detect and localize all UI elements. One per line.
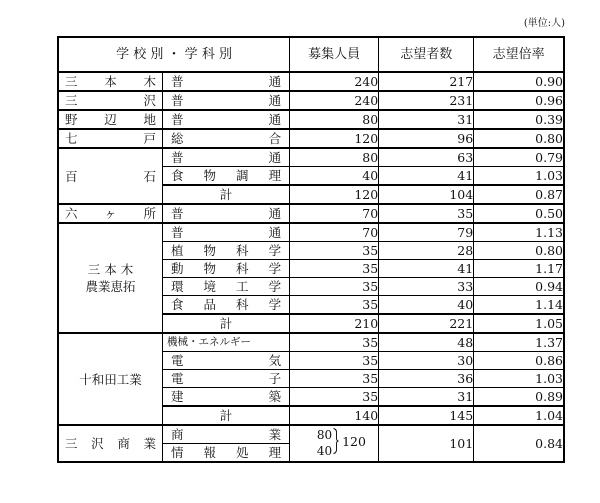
course-name: 動 物 科 学 xyxy=(171,261,282,276)
course-cell xyxy=(163,333,290,352)
total-label: 計 xyxy=(163,185,290,204)
school-cell xyxy=(58,72,163,91)
unit-label: (単位:人) xyxy=(523,18,565,29)
ratio-value: 1.03 xyxy=(474,370,564,388)
course-name: 電 気 xyxy=(171,353,282,368)
capacity-value: 240 xyxy=(290,72,379,91)
ratio-value: 0.87 xyxy=(474,185,564,204)
capacity-value: 80 xyxy=(290,148,379,167)
ratio-value: 1.13 xyxy=(474,223,564,242)
header-applicants: 志望者数 xyxy=(379,37,474,72)
course-cell xyxy=(163,352,290,370)
applicants-value: 35 xyxy=(379,204,474,223)
course-name: 食 物 調 理 xyxy=(171,168,282,183)
applicants-value: 231 xyxy=(379,91,474,110)
course-cell xyxy=(163,129,290,148)
school-cell xyxy=(58,425,163,462)
course-name: 食 品 科 学 xyxy=(171,297,282,312)
table-row xyxy=(58,148,564,167)
school-cell xyxy=(58,223,163,333)
school-cell xyxy=(58,129,163,148)
school-name-line2: 農業恵拓 xyxy=(85,279,136,294)
school-name: 六 ヶ 所 xyxy=(65,206,157,221)
school-name: 十和田工業 xyxy=(79,371,142,387)
ratio-value: 0.39 xyxy=(474,110,564,129)
applicants-value: 36 xyxy=(379,370,474,388)
course-cell xyxy=(163,242,290,260)
course-name: 普 通 xyxy=(171,150,282,165)
school-name: 三 沢 xyxy=(65,93,157,108)
course-name: 情 報 処 理 xyxy=(171,445,282,460)
ratio-value: 0.90 xyxy=(474,72,564,91)
applicants-value: 40 xyxy=(379,296,474,315)
ratio-value: 1.37 xyxy=(474,333,564,352)
applicants-value: 31 xyxy=(379,388,474,407)
ratio-value: 0.79 xyxy=(474,148,564,167)
combined-capacity-cell xyxy=(290,425,379,462)
applicants-value: 28 xyxy=(379,242,474,260)
ratio-value: 1.04 xyxy=(474,406,564,425)
ratio-value: 0.89 xyxy=(474,388,564,407)
school-cell xyxy=(58,110,163,129)
applicants-value: 48 xyxy=(379,333,474,352)
school-name: 百 石 xyxy=(65,168,157,184)
total-label: 計 xyxy=(163,406,290,425)
course-cell xyxy=(163,148,290,167)
table-row xyxy=(58,333,564,352)
capacity-value: 80 xyxy=(290,110,379,129)
capacity-value: 120 xyxy=(290,185,379,204)
header-row xyxy=(58,37,564,72)
capacity-value: 240 xyxy=(290,91,379,110)
table-row xyxy=(58,129,564,148)
capacity-value: 120 xyxy=(290,129,379,148)
course-cell xyxy=(163,223,290,242)
course-cell xyxy=(163,388,290,407)
applicants-value: 41 xyxy=(379,167,474,186)
capacity-value: 40 xyxy=(290,167,379,186)
course-cell xyxy=(163,72,290,91)
course-cell xyxy=(163,167,290,186)
applicants-value: 33 xyxy=(379,278,474,296)
applicants-value: 31 xyxy=(379,110,474,129)
course-cell xyxy=(163,425,290,444)
ratio-value: 0.94 xyxy=(474,278,564,296)
course-name: 建 築 xyxy=(171,389,282,404)
ratio-value: 1.05 xyxy=(474,314,564,333)
ratio-value: 0.96 xyxy=(474,91,564,110)
school-cell xyxy=(58,148,163,204)
applicants-value: 41 xyxy=(379,260,474,278)
course-name: 植 物 科 学 xyxy=(171,243,282,258)
capacity-value: 210 xyxy=(290,314,379,333)
table-row xyxy=(58,110,564,129)
capacity-value: 35 xyxy=(290,296,379,315)
course-cell xyxy=(163,296,290,315)
capacity-value: 35 xyxy=(290,278,379,296)
total-label: 計 xyxy=(163,314,290,333)
school-name: 三 本 木 xyxy=(65,74,157,89)
course-name: 普 通 xyxy=(171,93,282,108)
ratio-value: 0.50 xyxy=(474,204,564,223)
capacity-value: 35 xyxy=(290,333,379,352)
table-row xyxy=(58,91,564,110)
applicants-value: 63 xyxy=(379,148,474,167)
school-name: 七 戸 xyxy=(65,131,157,146)
school-name: 野 辺 地 xyxy=(65,112,157,127)
course-name: 総 合 xyxy=(171,131,282,146)
capacity-value: 40 xyxy=(316,444,333,458)
course-cell xyxy=(163,110,290,129)
course-name: 普 通 xyxy=(171,206,282,221)
course-name: 商 業 xyxy=(171,427,282,442)
header-capacity: 募集人員 xyxy=(290,37,379,72)
capacity-value: 35 xyxy=(290,388,379,407)
capacity-value: 140 xyxy=(290,406,379,425)
school-cell xyxy=(58,91,163,110)
capacity-value: 35 xyxy=(290,260,379,278)
ratio-value: 1.03 xyxy=(474,167,564,186)
table-row xyxy=(58,204,564,223)
course-name: 電 子 xyxy=(171,371,282,386)
applicants-value: 79 xyxy=(379,223,474,242)
applicants-value: 217 xyxy=(379,72,474,91)
course-cell xyxy=(163,444,290,463)
ratio-value: 0.84 xyxy=(474,425,564,462)
school-cell xyxy=(58,333,163,425)
school-name: 三 沢 商 業 xyxy=(65,436,156,451)
brace-icon xyxy=(333,428,339,454)
capacity-value: 35 xyxy=(290,242,379,260)
course-cell xyxy=(163,91,290,110)
course-cell xyxy=(163,204,290,223)
applicants-value: 221 xyxy=(379,314,474,333)
course-name: 普 通 xyxy=(171,112,282,127)
table-row xyxy=(58,223,564,242)
capacity-value: 80 xyxy=(316,428,333,442)
applicants-value: 145 xyxy=(379,406,474,425)
table-row xyxy=(58,72,564,91)
course-cell xyxy=(163,278,290,296)
application-table xyxy=(57,36,565,463)
combined-capacity-value: 120 xyxy=(342,434,366,449)
capacity-value: 70 xyxy=(290,223,379,242)
header-ratio: 志望倍率 xyxy=(474,37,564,72)
school-name-line1: 三 本 木 xyxy=(87,262,134,277)
course-name: 普 通 xyxy=(171,225,282,240)
applicants-value: 104 xyxy=(379,185,474,204)
ratio-value: 0.80 xyxy=(474,129,564,148)
capacity-breakdown xyxy=(310,427,332,459)
applicants-value: 101 xyxy=(379,425,474,462)
capacity-value: 70 xyxy=(290,204,379,223)
course-name: 普 通 xyxy=(171,74,282,89)
ratio-value: 1.14 xyxy=(474,296,564,315)
course-cell xyxy=(163,370,290,388)
course-name: 機械・エネルギー xyxy=(167,336,252,348)
capacity-value: 35 xyxy=(290,370,379,388)
ratio-value: 1.17 xyxy=(474,260,564,278)
applicants-value: 96 xyxy=(379,129,474,148)
capacity-value: 35 xyxy=(290,352,379,370)
ratio-value: 0.86 xyxy=(474,352,564,370)
ratio-value: 0.80 xyxy=(474,242,564,260)
applicants-value: 30 xyxy=(379,352,474,370)
header-school-course: 学 校 別 ・ 学 科 別 xyxy=(58,37,290,72)
course-cell xyxy=(163,260,290,278)
table-row xyxy=(58,425,564,444)
school-cell xyxy=(58,204,163,223)
course-name: 環 境 工 学 xyxy=(171,279,282,294)
